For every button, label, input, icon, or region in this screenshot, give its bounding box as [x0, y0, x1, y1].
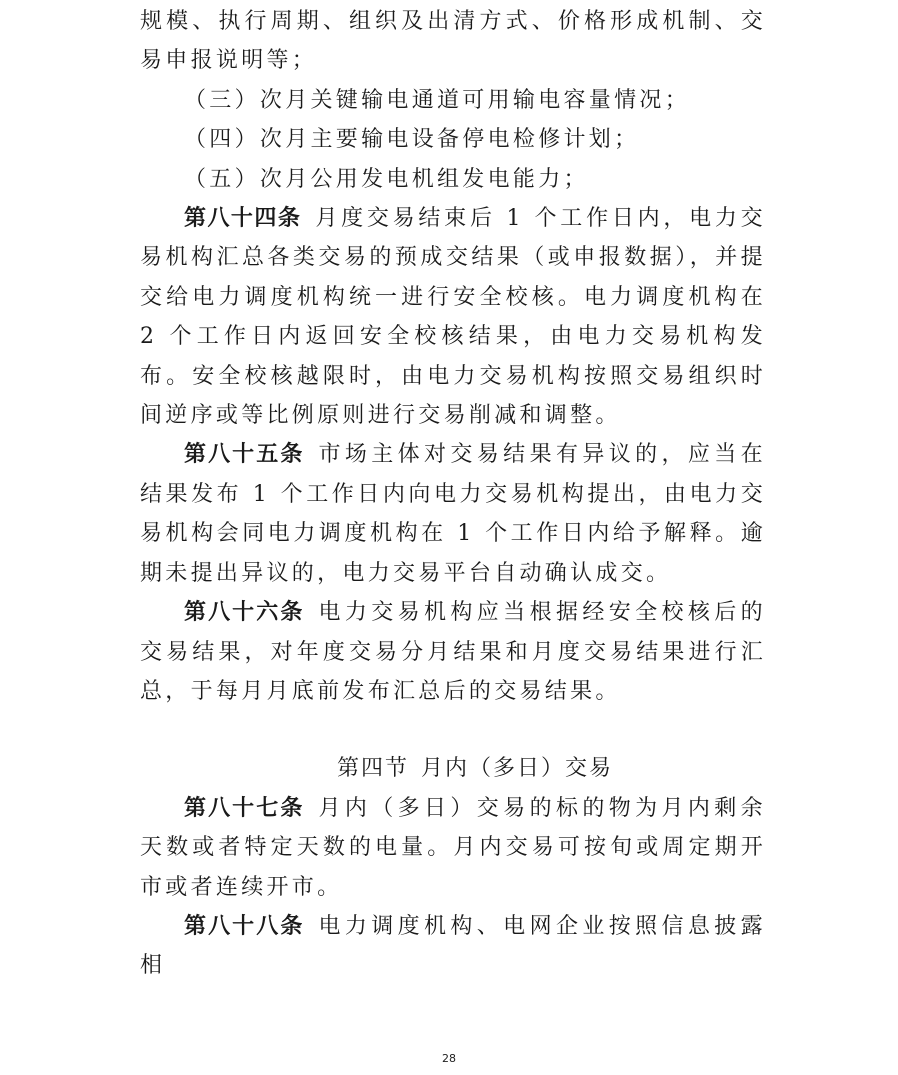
- section-title: [140, 749, 766, 788]
- continuation-paragraph: 规模、执行周期、组织及出清方式、价格形成机制、交易申报说明等；: [140, 9, 766, 74]
- article-87: [140, 789, 766, 907]
- article-heading: 第八十六条: [184, 600, 305, 626]
- page-number: 28: [442, 1052, 456, 1065]
- list-item: （三）次月关键输电通道可用输电容量情况；: [184, 87, 691, 113]
- section-name: 月内（多日）交易: [421, 756, 614, 782]
- article-text: 月度交易结束后 1 个工作日内，电力交易机构汇总各类交易的预成交结果（或申报数据），并提交给电力调度机构统一进行安全校核。电力调度机构在 2 个工作日内返回安全校核结果，由电力交易机构发布。安全校核越限时，由电力交易机构按照交易组织时间逆序或等比例原则进行交易削减和调整。: [140, 206, 766, 429]
- article-85: [140, 435, 766, 593]
- article-heading: 第八十八条: [184, 913, 305, 939]
- article-84: [140, 199, 766, 435]
- list-item: （五）次月公用发电机组发电能力；: [184, 166, 589, 192]
- article-text: 电力调度机构、电网企业按照信息披露相: [140, 913, 766, 979]
- document-body: [140, 2, 766, 986]
- article-86: [140, 593, 766, 711]
- article-heading: 第八十四条: [184, 206, 302, 232]
- article-text: 市场主体对交易结果有异议的，应当在结果发布 1 个工作日内向电力交易机构提出，由电力交易机构会同电力调度机构在 1 个工作日内给予解释。逾期未提出异议的，电力交易平台自动确认成交。: [140, 442, 766, 586]
- list-item: （四）次月主要输电设备停电检修计划；: [184, 127, 640, 153]
- section-number: 第四节: [336, 756, 409, 782]
- article-heading: 第八十五条: [184, 442, 305, 468]
- article-text: 电力交易机构应当根据经安全校核后的交易结果，对年度交易分月结果和月度交易结果进行汇总，于每月月底前发布汇总后的交易结果。: [140, 600, 766, 704]
- article-text: 月内（多日）交易的标的物为月内剩余天数或者特定天数的电量。月内交易可按旬或周定期开市或者连续开市。: [140, 795, 766, 900]
- article-heading: 第八十七条: [184, 795, 305, 821]
- article-88: [140, 907, 766, 986]
